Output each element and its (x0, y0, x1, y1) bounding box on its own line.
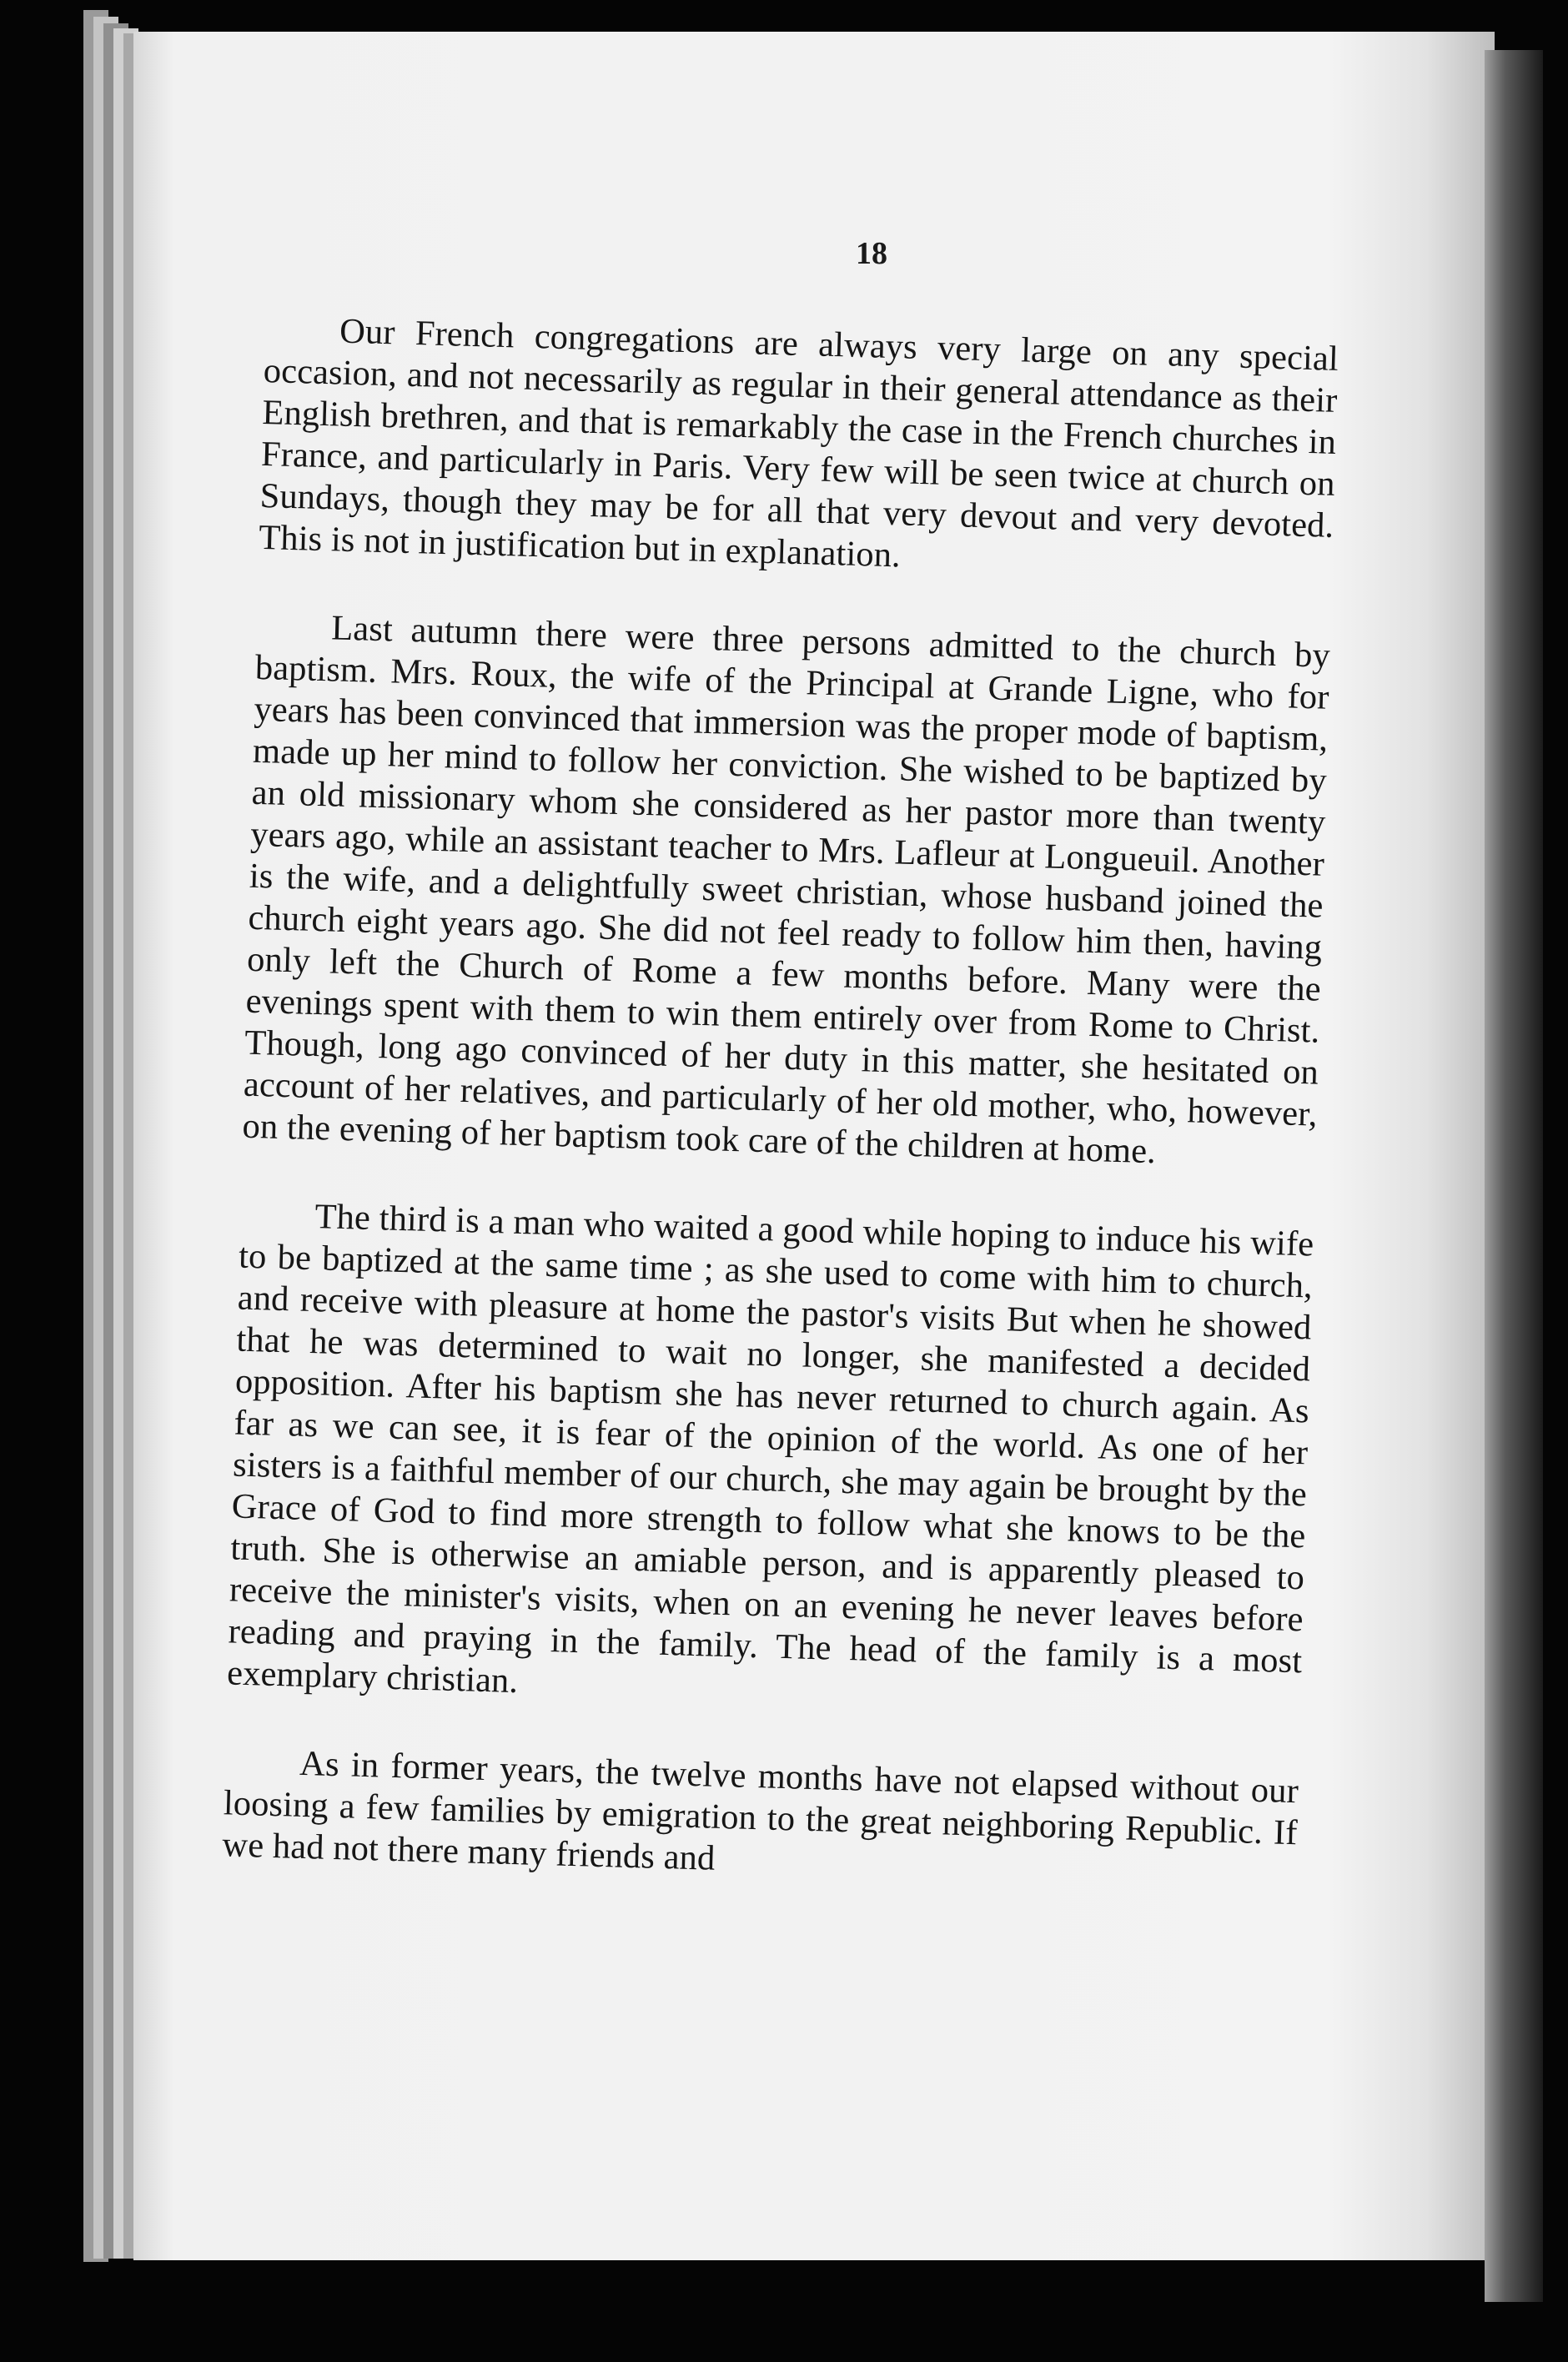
gutter-shadow (1485, 50, 1543, 2302)
paragraph: Last autumn there were three persons admitted to the church by baptism. Mrs. Roux, the wife of the Principal at Grande Ligne, who for years has been convinced that immersion was the proper mode of baptism, made up her mind to follow her conviction. She wished to be baptized by an old missionary whom she considered as her pastor more than twenty years ago, while an assistant teacher to Mrs. Lafleur at Longueuil. Another is the wife, and a delightfully sweet christian, whose husband joined the church eight years ago. She did not feel ready to follow him then, having only left the Church of Rome a few months before. Many were the evenings spent with them to win them entirely over from Rome to Christ. Though, long ago convinced of her duty in this matter, she hesitated on account of her relatives, and particularly of her old mother, who, however, on the evening of her baptism took care of the children at home. (241, 608, 1331, 1172)
paragraph: As in former years, the twelve months have not elapsed without our loosing a few families by emigration to the great neighboring Republic. If we had not there many friends and (221, 1743, 1299, 1878)
page-body (220, 309, 1339, 1942)
paragraph: The third is a man who waited a good while hoping to induce his wife to be baptized at the same time ; as she used to come with him to church, and receive with pleasure at home the pastor's visits But when he showed that he was determined to wait no longer, she manifested a decided opposition. After his baptism she has never returned to church again. As far as we can see, it is fear of the opinion of the world. As one of her sisters is a faithful member of our church, she may again be brought by the Grace of God to find more strength to follow what she knows to be the truth. She is otherwise an amiable person, and is apparently pleased to receive the minister's visits, when on an evening he never leaves before reading and praying in the family. The head of the family is a most exemplary christian. (226, 1197, 1314, 1701)
page-number: 18 (856, 236, 887, 271)
paragraph: Our French congregations are always very large on any special occasion, and not necessarily as regular in their general attendance as their English brethren, and that is remarkably the case in the French churches in France, and particularly in Paris. Very few will be seen twice at church on Sundays, though they may be for all that very devout and very devoted. This is not in justification but in explanation. (258, 311, 1339, 575)
